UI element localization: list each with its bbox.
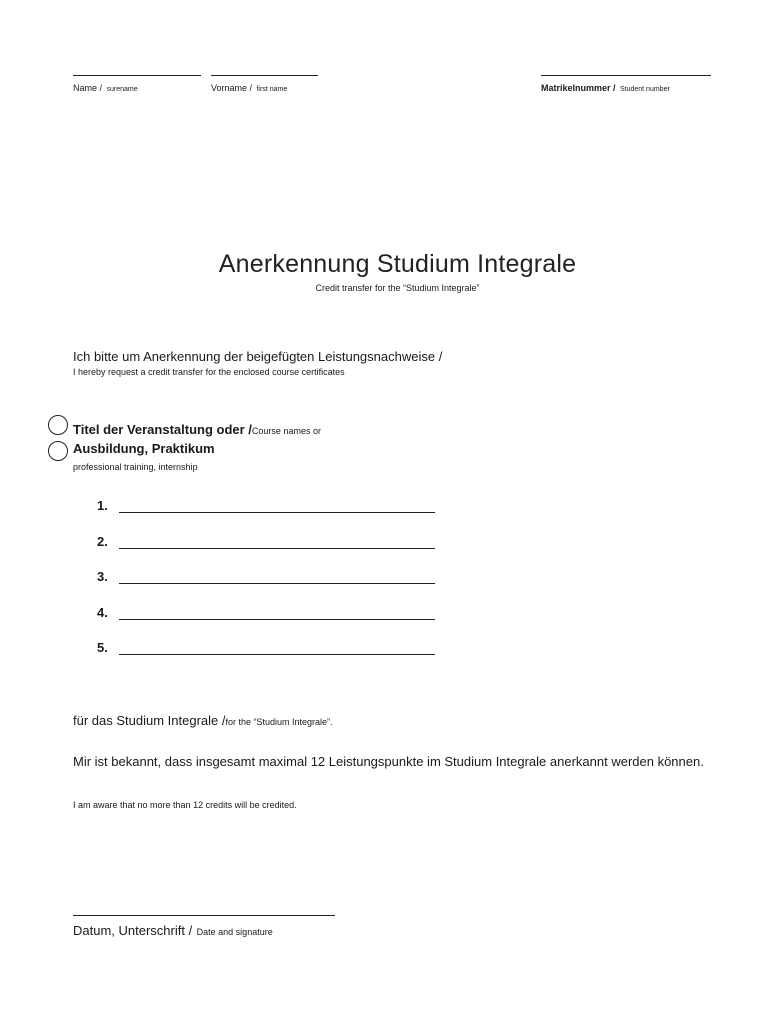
matrikel-label [541,78,670,96]
firstname-label-en: first name [256,86,288,93]
course-names-radio[interactable] [48,415,68,435]
course-entry-line-2[interactable] [119,548,435,549]
training-option-de: Ausbildung, Praktikum [73,441,215,456]
course-entry-line-5[interactable] [119,654,435,655]
item-number-5: 5. [97,640,108,655]
notice-en: I am aware that no more than 12 credits will be credited. [73,800,297,810]
course-entry-line-4[interactable] [119,619,435,620]
surname-line[interactable] [73,75,201,76]
course-option-label [73,421,321,439]
matrikel-label-de: Matrikelnummer / [541,83,616,93]
course-entry-line-1[interactable] [119,512,435,513]
training-option-en: professional training, internship [73,462,198,472]
signature-label [73,922,273,940]
training-radio[interactable] [48,441,68,461]
item-number-4: 4. [97,605,108,620]
item-number-3: 3. [97,569,108,584]
item-number-1: 1. [97,498,108,513]
firstname-label [211,78,287,96]
matrikel-line[interactable] [541,75,711,76]
request-de: Ich bitte um Anerkennung der beigefügten Leistungsnachweise / [73,349,443,364]
signature-label-de: Datum, Unterschrift / [73,923,193,938]
request-en: I hereby request a credit transfer for the enclosed course certificates [73,367,345,377]
firstname-label-de: Vorname / [211,83,253,93]
course-entry-line-3[interactable] [119,583,435,584]
matrikel-label-en: Student number [619,86,670,93]
surname-label-de: Name / [73,83,103,93]
for-studium-de: für das Studium Integrale / [73,713,226,728]
surname-label [73,78,138,96]
surname-label-en: surename [106,86,138,93]
firstname-line[interactable] [211,75,318,76]
notice-de: Mir ist bekannt, dass insgesamt maximal 12 Leistungspunkte im Studium Integrale anerkannt werden können. [73,754,704,769]
course-option-de: Titel der Veranstaltung oder / [73,422,252,437]
item-number-2: 2. [97,534,108,549]
course-option-en: Course names or [251,426,321,436]
page-subtitle: Credit transfer for the “Studium Integrale” [315,283,480,293]
for-studium-en: for the “Studium Integrale”. [225,717,333,727]
signature-line[interactable] [73,915,335,916]
page-title: Anerkennung Studium Integrale [218,250,577,278]
for-studium-text [73,712,333,730]
signature-label-en: Date and signature [196,927,273,937]
